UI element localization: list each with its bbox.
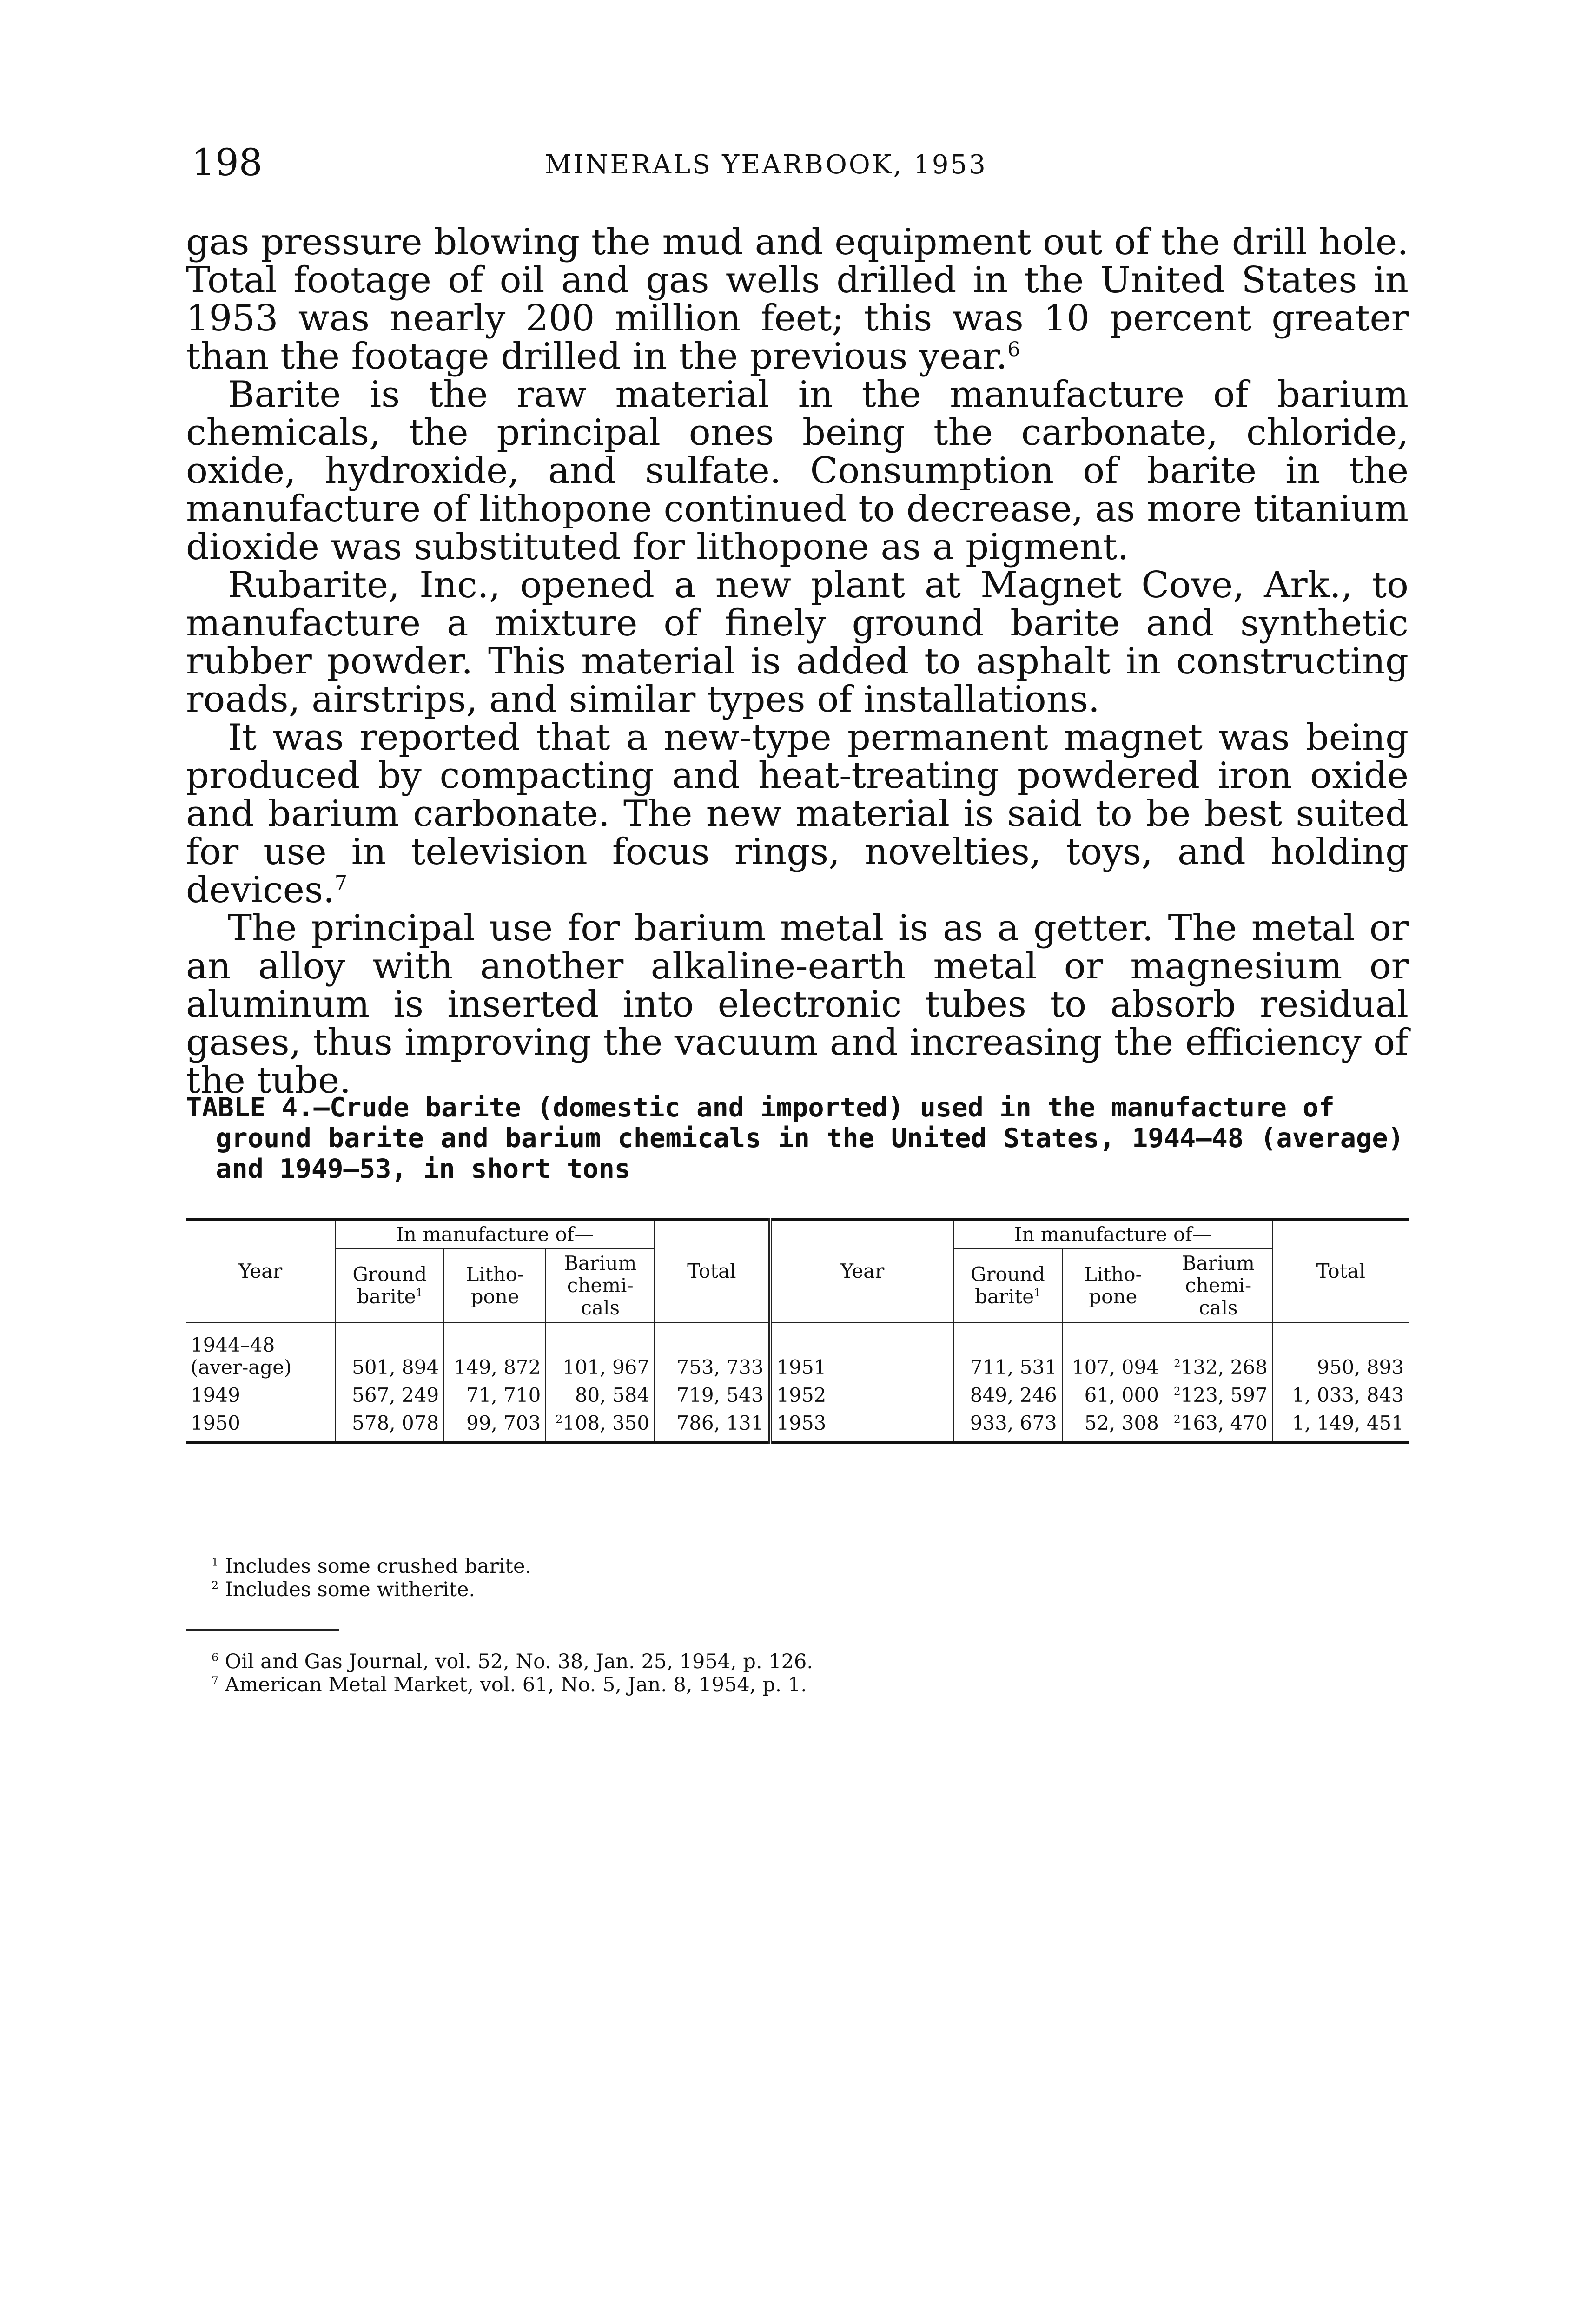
cell-total: 786, 131 [655, 1409, 770, 1442]
page-header [192, 139, 1405, 191]
cell-lithopone: 107, 094 [1062, 1322, 1164, 1381]
col-year-right: Year [770, 1219, 954, 1322]
header-row-1 [186, 1219, 1409, 1249]
table-caption-rest: ground barite and barium chemicals in the United States, 1944–48 (average) and 1949–53, in short tons [216, 1123, 1404, 1184]
paragraph-1: gas pressure blowing the mud and equipment out of the drill hole. Total footage of oil and gas wells drilled in the United States in 1953 was nearly 200 million feet; this was 10 percent greater than the footage drilled in the previous year.$^6$ [186, 221, 1409, 377]
cell-barium-chemicals: $^2$163, 470 [1164, 1409, 1273, 1442]
running-head: MINERALS YEARBOOK, 1953 [545, 150, 987, 180]
body-text [186, 223, 1409, 1100]
page-number: 198 [192, 141, 263, 184]
table-caption [186, 1092, 1404, 1184]
cell-barium-chemicals: 80, 584 [546, 1381, 655, 1409]
cell-ground-barite: 711, 531 [953, 1322, 1062, 1381]
cell-ground-barite: 933, 673 [953, 1409, 1062, 1442]
cell-year: 1950 [186, 1409, 335, 1442]
footnote-ref-6[interactable]: 6 [1007, 338, 1020, 361]
cell-year: 1951 [770, 1322, 954, 1381]
col-total-left: Total [655, 1219, 770, 1322]
cell-total: 753, 733 [655, 1322, 770, 1381]
cell-ground-barite: 849, 246 [953, 1381, 1062, 1409]
footnote-ref-7[interactable]: 7 [334, 872, 348, 895]
cell-year: 1949 [191, 1384, 240, 1406]
paragraph-3: Rubarite, Inc., opened a new plant at Magnet Cove, Ark., to manufacture a mixture of finely ground barite and synthetic rubber powder. This material is added to asphalt in constructing roads, airstrips, and similar types of installations. [186, 564, 1409, 720]
cell-year: 1952 [770, 1381, 954, 1409]
cell-lithopone: 52, 308 [1062, 1409, 1164, 1442]
col-barium-chemicals-left: Barium chemi-cals [546, 1249, 655, 1322]
cell-total: 950, 893 [1273, 1322, 1409, 1381]
cell-ground-barite: 567, 249 [335, 1381, 444, 1409]
table-note-2: $^2$ Includes some witherite. [212, 1578, 476, 1601]
cell-barium-chemicals: $^2$123, 597 [1164, 1381, 1273, 1409]
col-lithopone-left: Litho-pone [444, 1249, 546, 1322]
cell-barium-chemicals: $^2$108, 350 [546, 1409, 655, 1442]
cell-ground-barite: 501, 894 [335, 1322, 444, 1381]
table-notes [212, 1555, 1048, 1601]
cell-lithopone: 149, 872 [444, 1322, 546, 1381]
cell-year: 1953 [770, 1409, 954, 1442]
data-table [186, 1218, 1409, 1444]
cell-total: 719, 543 [655, 1381, 770, 1409]
paragraph-2: Barite is the raw material in the manufacture of barium chemicals, the principal ones being the carbonate, chloride, oxide, hydroxide, and sulfate. Consumption of barite in the manufacture of lithopone continued to decrease, as more titanium dioxide was substituted for lithopone as a pigment. [186, 374, 1409, 568]
cell-barium-chemicals: $^2$132, 268 [1164, 1322, 1273, 1381]
cell-lithopone: 99, 703 [444, 1409, 546, 1442]
table-row [186, 1381, 1409, 1409]
table-row [186, 1322, 1409, 1381]
table-note-1: $^1$ Includes some crushed barite. [212, 1555, 532, 1578]
col-total-right: Total [1273, 1219, 1409, 1322]
paragraph-5: The principal use for barium metal is as a getter. The metal or an alloy with another alkaline-earth metal or magnesium or aluminum is inserted into electronic tubes to absorb residual gases, thus improving the vacuum and increasing the efficiency of the tube. [186, 907, 1409, 1102]
col-ground-barite-right: Ground barite$^1$ [953, 1249, 1062, 1322]
cell-barium-chemicals: 101, 967 [546, 1322, 655, 1381]
paragraph-4: It was reported that a new-type permanent magnet was being produced by compacting and heat-treating powdered iron oxide and barium carbonate. The new material is said to be best suited for use in television focus rings, novelties, toys, and holding devices.$^7$ [186, 717, 1409, 911]
footnote-divider [186, 1629, 339, 1631]
col-lithopone-right: Litho-pone [1062, 1249, 1164, 1322]
cell-ground-barite: 578, 078 [335, 1409, 444, 1442]
cell-year: 1944–48 (aver-age) [191, 1334, 292, 1379]
cell-lithopone: 61, 000 [1062, 1381, 1164, 1409]
footnote-7: $^7$ American Metal Market, vol. 61, No. 5, Jan. 8, 1954, p. 1. [212, 1673, 807, 1697]
col-barium-chemicals-right: Barium chemi-cals [1164, 1249, 1273, 1322]
footnote-6: $^6$ Oil and Gas Journal, vol. 52, No. 38, Jan. 25, 1954, p. 126. [212, 1650, 813, 1673]
cell-total: 1, 033, 843 [1273, 1381, 1409, 1409]
cell-total: 1, 149, 451 [1273, 1409, 1409, 1442]
col-ground-barite-left: Ground barite$^1$ [335, 1249, 444, 1322]
col-year-left: Year [186, 1219, 335, 1322]
barite-table [186, 1218, 1409, 1444]
cell-lithopone: 71, 710 [444, 1381, 546, 1409]
col-group-manufacture-right: In manufacture of— [953, 1219, 1273, 1249]
footnotes [212, 1650, 1141, 1697]
col-group-manufacture-left: In manufacture of— [335, 1219, 655, 1249]
table-caption-lead: TABLE 4.—Crude barite (domestic and imported) used in the manufacture of [186, 1092, 1335, 1123]
table-row [186, 1409, 1409, 1442]
